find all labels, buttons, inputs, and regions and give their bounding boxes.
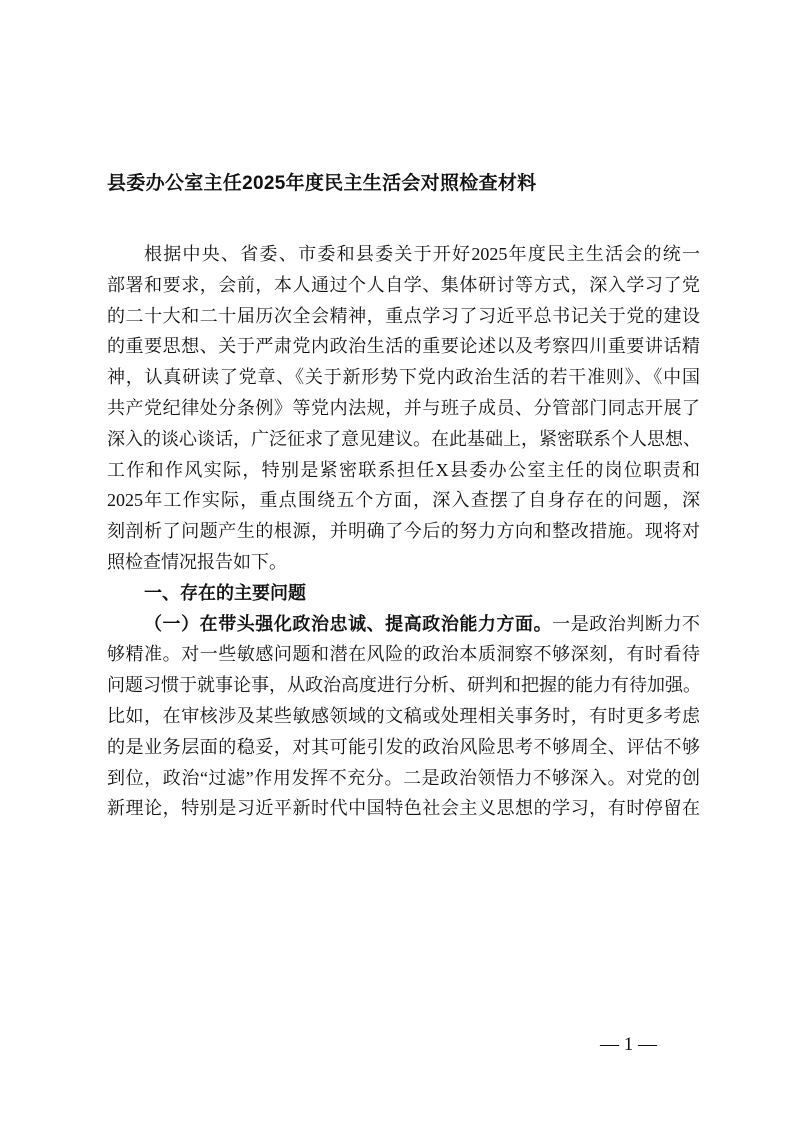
text-line: 比如，在审核涉及某些敏感领域的文稿或处理相关事务时，有时更多考虑 — [107, 705, 700, 726]
text-line: 到位，政治“过滤”作用发挥不充分。二是政治领悟力不够深入。对党的创 — [107, 767, 700, 788]
text-line: 的是业务层面的稳妥，对其可能引发的政治风险思考不够周全、评估不够 — [107, 736, 700, 757]
text-line: 照检查情况报告如下。 — [107, 551, 287, 572]
text-line: 够精准。对一些敏感问题和潜在风险的政治本质洞察不够深刻，有时看待 — [107, 644, 700, 665]
text-line: 2025年工作实际，重点围绕五个方面，深入查摆了自身存在的问题，深 — [107, 490, 700, 511]
subsection-lead-line — [107, 609, 700, 640]
text-line: 深入的谈心谈话，广泛征求了意见建议。在此基础上，紧密联系个人思想、 — [107, 428, 701, 449]
text-line: 的二十大和二十届历次全会精神，重点学习了习近平总书记关于党的建设 — [107, 305, 700, 326]
text-line: 共产党纪律处分条例》等党内法规，并与班子成员、分管部门同志开展了 — [107, 397, 700, 418]
text-line: 刻剖析了问题产生的根源，并明确了今后的努力方向和整改措施。现将对 — [107, 521, 700, 542]
subsection-lead-text: 一是政治判断力不 — [552, 613, 701, 634]
text-line: 工作和作风实际，特别是紧密联系担任X县委办公室主任的岗位职责和 — [107, 459, 700, 480]
document-body — [107, 239, 700, 824]
text-line: 根据中央、省委、市委和县委关于开好2025年度民主生活会的统一 — [144, 244, 700, 264]
text-line: 问题习惯于就事论事，从政治高度进行分析、研判和把握的能力有待加强。 — [107, 675, 701, 696]
text-line: 新理论，特别是习近平新时代中国特色社会主义思想的学习，有时停留在 — [107, 798, 700, 819]
section-heading: 一、存在的主要问题 — [144, 582, 306, 603]
subsection-heading: （一）在带头强化政治忠诚、提高政治能力方面。 — [144, 613, 553, 634]
page-number: — 1 — — [600, 1034, 657, 1055]
text-line: 神，认真研读了党章、《关于新形势下党内政治生活的若干准则》、《中国 — [107, 367, 700, 388]
document-title: 县委办公室主任2025年度民主生活会对照检查材料 — [107, 173, 537, 194]
text-line: 的重要思想、关于严肃党内政治生活的重要论述以及考察四川重要讲话精 — [107, 336, 700, 357]
text-line: 部署和要求，会前，本人通过个人自学、集体研讨等方式，深入学习了党 — [107, 274, 700, 295]
